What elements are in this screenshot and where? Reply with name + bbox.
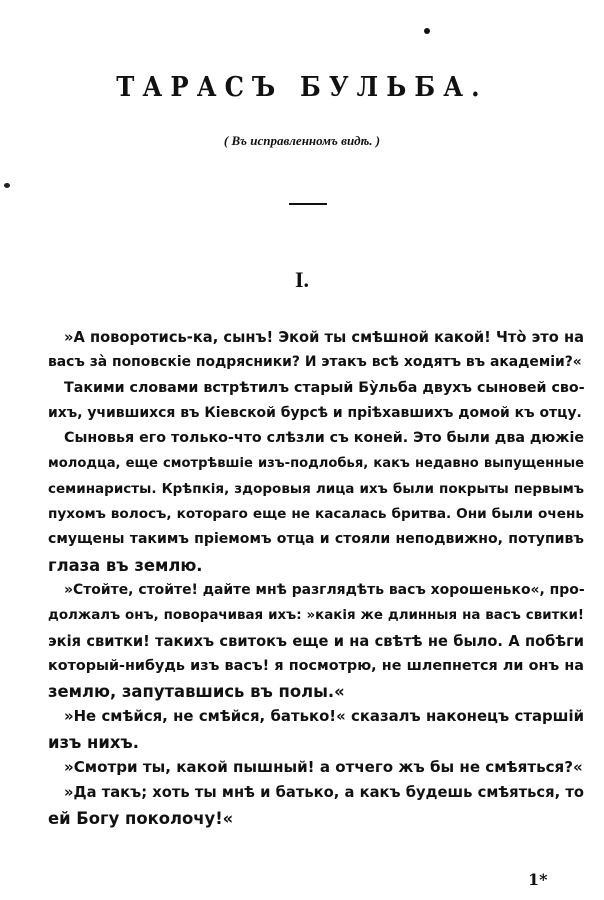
text-line: молодца, еще смотрѣвшіе изъ-подлобья, какъ недавно выпущенные	[48, 456, 584, 472]
chapter-number: I.	[294, 267, 310, 292]
text-line: ей Богу поколочу!«	[48, 808, 234, 828]
ink-speck	[4, 183, 10, 188]
text-line: семинаристы. Крѣпкія, здоровыя лица ихъ были покрыты первымъ	[48, 480, 584, 497]
text-line: васъ за̀ поповскіе подрясники? И этакъ всѣ ходятъ въ академіи?«	[48, 354, 582, 371]
text-line: »Смотри ты, какой пышный! а отчего жъ бы не смѣяться?«	[64, 758, 583, 777]
text-line: »Стойте, стойте! дайте мнѣ разглядѣть васъ хорошенько«, про-	[64, 581, 585, 598]
text-line: Такими словами встрѣтилъ старый Бу̀льба двухъ сыновей сво-	[64, 379, 585, 396]
text-line: экія свитки! такихъ свитокъ еще и на свѣтѣ не было. А побѣги	[48, 632, 584, 650]
paragraph	[48, 780, 584, 831]
text-line: смущены такимъ пріемомъ отца и стояли неподвижно, потупивъ	[48, 531, 584, 548]
text-line: изъ нихъ.	[48, 732, 139, 752]
text-line: глаза въ землю.	[48, 555, 203, 575]
paragraph	[48, 376, 584, 427]
paragraph	[48, 704, 584, 755]
paragraph	[48, 325, 584, 376]
text-line: »Не смѣйся, не смѣйся, батько!« сказалъ наконецъ старшій	[64, 707, 584, 726]
text-line: должалъ онъ, поворачивая ихъ: »какія же длинныя на васъ свитки!	[48, 608, 584, 624]
text-line: »Да такъ; хоть ты мнѣ и батько, а какъ будешь смѣяться, то	[64, 784, 584, 802]
paragraph	[48, 426, 584, 578]
text-line: ихъ, учившихся въ Кіевской бурсѣ и пріѣхавшихъ домой къ отцу.	[48, 404, 582, 421]
text-line: Сыновья его только-что слѣзли съ коней. Это были два дюжіе	[64, 430, 585, 447]
text-line: »А поворотись-ка, сынъ! Экой ты смѣшной какой! Что̀ это на	[64, 329, 584, 346]
edition-note: ( Въ исправленномъ видѣ. )	[223, 133, 381, 148]
text-line: пухомъ волосъ, котораго еще не касалась бритва. Они были очень	[48, 506, 584, 523]
text-line: который-нибудь изъ васъ! я посмотрю, не шлепнется ли онъ на	[48, 657, 584, 674]
paragraph	[48, 578, 584, 704]
ink-dot	[424, 28, 430, 34]
text-line: землю, запутавшись въ полы.«	[48, 682, 345, 702]
body-text	[48, 325, 584, 831]
title-divider	[289, 203, 327, 205]
book-title: ТАРАСЪ БУЛЬБА.	[116, 72, 488, 103]
signature-mark: 1*	[528, 870, 548, 889]
paragraph	[48, 755, 584, 780]
